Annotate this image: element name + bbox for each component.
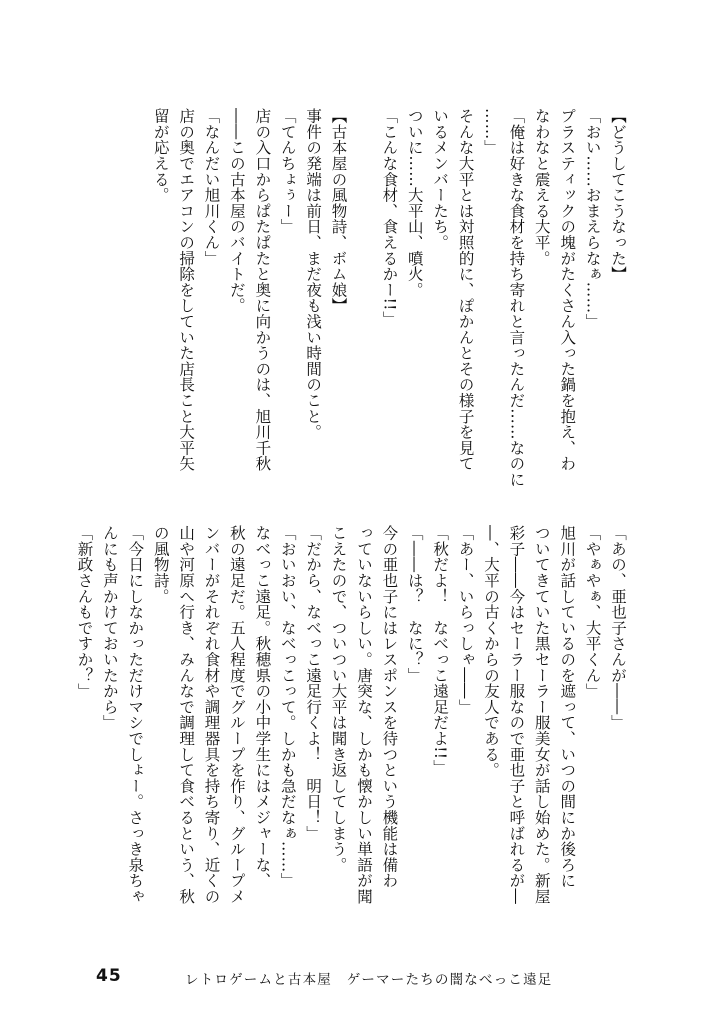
text-column <box>351 108 376 503</box>
text-column: 「おい……おまえらなぁ……」 <box>583 108 602 330</box>
text-column: プラスティックの塊がたくさん入った鍋を抱え、わ <box>558 108 577 472</box>
page-footer <box>0 966 722 996</box>
text-column: 「おいおい、なべっこって。しかも急だなぁ……」 <box>278 525 297 889</box>
upper-text-block <box>20 108 630 503</box>
text-column: 「秋だよ！ なべっこ遠足だよ!!」 <box>431 525 450 776</box>
text-column: っていないらしい。唐突な、しかも懐かしい単語が聞 <box>354 525 373 905</box>
text-column: 店の入口からぱたぱたと奥に向かうのは、旭川千秋 <box>253 108 272 472</box>
text-column: ついてきていた黒セーラー服美女が話し始めた。新屋 <box>532 525 551 905</box>
text-column: 「こんな食材、食えるかー!!」 <box>380 108 399 327</box>
text-column: ついに……大平山、噴火。 <box>405 108 424 298</box>
text-column: 「俺は好きな食材を持ち寄れと言ったんだ……なのに <box>507 108 526 488</box>
text-column: そんな大平とは対照的に、ぽかんとその様子を見て <box>456 108 475 472</box>
text-column: 「やぁやぁ、大平くん」 <box>583 525 602 699</box>
running-title: レトロゲームと古本屋 ゲーマーたちの闇なべっこ遠足 <box>185 972 553 988</box>
page-number: 45 <box>96 966 122 986</box>
text-column: ―、大平の古くからの友人である。 <box>481 525 500 778</box>
text-column: 【どうしてこうなった】 <box>609 108 627 282</box>
text-column: なべっこ遠足。秋穂県の小中学生にはメジャーな、 <box>253 525 272 889</box>
text-column: 事件の発端は前日、まだ夜も浅い時間のこと。 <box>304 108 323 440</box>
text-column: 旭川が話しているのを遮って、いつの間にか後ろに <box>558 525 577 889</box>
text-column: 「だから、なべっこ遠足行くよ！ 明日！」 <box>304 525 323 841</box>
text-column: ンバーがそれぞれ食材や調理器具を持ち寄り、近くの <box>202 525 221 905</box>
text-column: 留が応える。 <box>151 108 170 203</box>
text-column: 山や河原へ行き、みんなで調理して食べるという、秋 <box>177 525 196 905</box>
text-column: ――この古本屋のバイトだ。 <box>227 108 246 314</box>
text-column: 店の奥でエアコンの掃除をしていた店長こと大平矢 <box>177 108 196 472</box>
text-column: 秋の遠足だ。五人程度でグループを作り、グループメ <box>227 525 246 905</box>
text-column: 彩子――今はセーラー服なので亜也子と呼ばれるが― <box>507 525 526 905</box>
text-column: ……」 <box>481 108 500 156</box>
text-column: 「あの、亜也子さんが――」 <box>609 525 627 731</box>
text-column: 【古本屋の風物詩、ボム娘】 <box>329 108 348 314</box>
text-column: 今の亜也子にはレスポンスを待つという機能は備わ <box>380 525 399 889</box>
text-column: 「――は？ なに？」 <box>405 525 424 683</box>
text-column: なわなと震える大平。 <box>532 108 551 266</box>
text-column: こえたので、ついつい大平は聞き返してしまう。 <box>329 525 348 873</box>
text-column: 「なんだい旭川くん」 <box>202 108 221 266</box>
text-column: 「あー、いらっしゃ――」 <box>456 525 475 715</box>
text-column: 「てんちょぅー」 <box>278 108 297 235</box>
text-column: いるメンバーたち。 <box>431 108 450 251</box>
text-column: んにも声かけておいたから」 <box>100 525 119 731</box>
text-column: 「新政さんもですか？」 <box>75 525 94 699</box>
text-column: 「今日にしなかっただけマシでしょー。さっき泉ちゃ <box>126 525 145 905</box>
lower-text-block <box>20 525 630 935</box>
text-column: の風物詩。 <box>151 525 170 604</box>
